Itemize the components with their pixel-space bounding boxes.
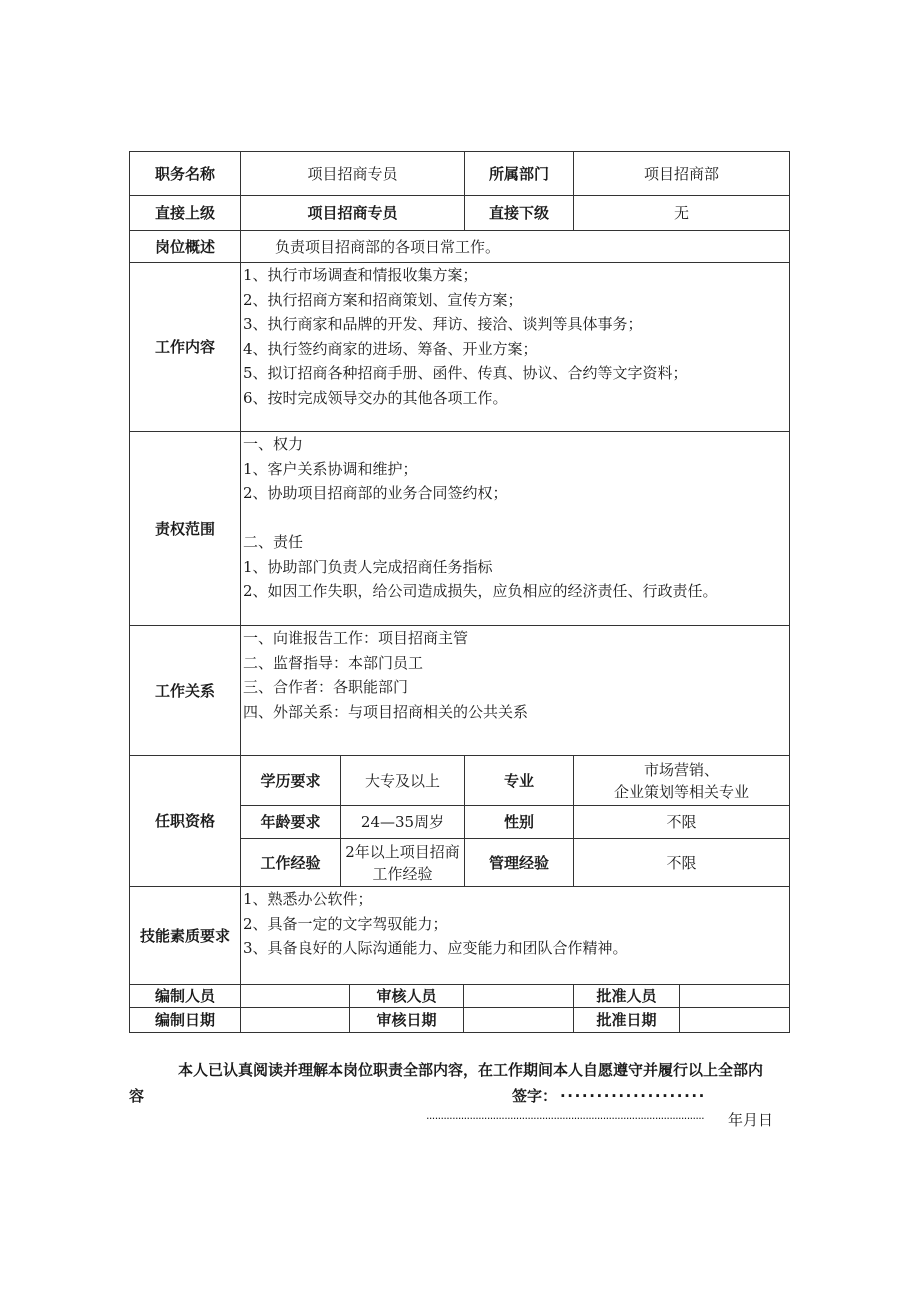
list-item: 四、外部关系：与项目招商相关的公共关系 bbox=[243, 702, 529, 721]
authority-list bbox=[240, 431, 790, 626]
department-value: 项目招商部 bbox=[573, 151, 790, 196]
skills-label: 技能素质要求 bbox=[129, 886, 241, 985]
skills-list bbox=[240, 886, 790, 985]
list-item: 三、合作者：各职能部门 bbox=[243, 678, 409, 696]
list-item: 3、执行商家和品牌的开发、拜访、接洽、谈判等具体事务； bbox=[243, 315, 643, 333]
position-value: 项目招商专员 bbox=[240, 151, 465, 196]
approved-date-label: 批准日期 bbox=[573, 1007, 680, 1033]
age-label: 年龄要求 bbox=[240, 805, 341, 839]
major-value-line1: 市场营销、 bbox=[643, 760, 719, 779]
list-item: 二、责任 bbox=[243, 533, 304, 551]
approved-date-field[interactable] bbox=[679, 1007, 790, 1033]
overview-text: 负责项目招商部的各项日常工作。 bbox=[240, 230, 790, 263]
statement-line1: 本人已认真阅读并理解本岗位职责全部内容，在工作期间本人自愿遵守并履行以上全部内 bbox=[178, 1061, 764, 1079]
experience-value-line1: 2年以上项目招商 bbox=[345, 842, 460, 861]
date-line[interactable]: ................................................................................................ bbox=[426, 1109, 705, 1122]
experience-value-line2: 工作经验 bbox=[372, 864, 433, 883]
list-item: 2、具备一定的文字驾驭能力； bbox=[243, 914, 448, 933]
management-value: 不限 bbox=[573, 838, 790, 887]
relations-label: 工作关系 bbox=[129, 625, 241, 756]
superior-value: 项目招商专员 bbox=[240, 195, 465, 231]
age-value: 24—35周岁 bbox=[340, 805, 465, 839]
signature-line[interactable]: .................... bbox=[560, 1083, 706, 1101]
list-item: 2、执行招商方案和招商策划、宣传方案； bbox=[243, 290, 523, 309]
major-value bbox=[573, 755, 790, 806]
prepared-by-label: 编制人员 bbox=[129, 984, 241, 1008]
major-value-line2: 企业策划等相关专业 bbox=[613, 782, 749, 801]
reviewed-by-field[interactable] bbox=[463, 984, 574, 1008]
prepared-date-field[interactable] bbox=[240, 1007, 350, 1033]
education-value: 大专及以上 bbox=[340, 755, 465, 806]
gender-label: 性别 bbox=[464, 805, 574, 839]
subordinate-value: 无 bbox=[573, 195, 790, 231]
list-item: 5、拟订招商各种招商手册、函件、传真、协议、合约等文字资料； bbox=[243, 364, 688, 382]
superior-label: 直接上级 bbox=[129, 195, 241, 231]
list-item: 6、按时完成领导交办的其他各项工作。 bbox=[243, 388, 508, 407]
list-item: 二、监督指导：本部门员工 bbox=[243, 653, 424, 672]
list-item: 一、向谁报告工作：项目招商主管 bbox=[243, 629, 469, 647]
reviewed-date-field[interactable] bbox=[463, 1007, 574, 1033]
gender-value: 不限 bbox=[573, 805, 790, 839]
relations-list bbox=[240, 625, 790, 756]
experience-value bbox=[340, 838, 465, 887]
position-label: 职务名称 bbox=[129, 151, 241, 196]
list-item: 2、协助项目招商部的业务合同签约权； bbox=[243, 484, 508, 502]
approved-by-field[interactable] bbox=[679, 984, 790, 1008]
list-item: 1、熟悉办公软件； bbox=[243, 890, 373, 908]
list-item bbox=[243, 506, 718, 531]
list-item: 2、如因工作失职，给公司造成损失，应负相应的经济责任、行政责任。 bbox=[243, 582, 718, 600]
reviewed-date-label: 审核日期 bbox=[349, 1007, 464, 1033]
list-item: 1、执行市场调查和情报收集方案； bbox=[243, 266, 478, 284]
subordinate-label: 直接下级 bbox=[464, 195, 574, 231]
list-item: 1、协助部门负责人完成招商任务指标 bbox=[243, 557, 493, 576]
approved-by-label: 批准人员 bbox=[573, 984, 680, 1008]
list-item: 一、权力 bbox=[243, 435, 304, 453]
prepared-by-field[interactable] bbox=[240, 984, 350, 1008]
work-content-label: 工作内容 bbox=[129, 262, 241, 432]
overview-label: 岗位概述 bbox=[129, 230, 241, 263]
department-label: 所属部门 bbox=[464, 151, 574, 196]
work-content-list bbox=[240, 262, 790, 432]
reviewed-by-label: 审核人员 bbox=[349, 984, 464, 1008]
authority-label: 责权范围 bbox=[129, 431, 241, 626]
experience-label: 工作经验 bbox=[240, 838, 341, 887]
signature-label: 签字： bbox=[512, 1087, 558, 1105]
major-label: 专业 bbox=[464, 755, 574, 806]
statement-line2: 容 bbox=[129, 1087, 145, 1105]
management-label: 管理经验 bbox=[464, 838, 574, 887]
date-label: 年月日 bbox=[728, 1111, 774, 1129]
prepared-date-label: 编制日期 bbox=[129, 1007, 241, 1033]
list-item: 4、执行签约商家的进场、筹备、开业方案； bbox=[243, 339, 538, 358]
list-item: 1、客户关系协调和维护； bbox=[243, 459, 418, 478]
education-label: 学历要求 bbox=[240, 755, 341, 806]
qualifications-label: 任职资格 bbox=[129, 755, 241, 887]
list-item: 3、具备良好的人际沟通能力、应变能力和团队合作精神。 bbox=[243, 939, 628, 957]
